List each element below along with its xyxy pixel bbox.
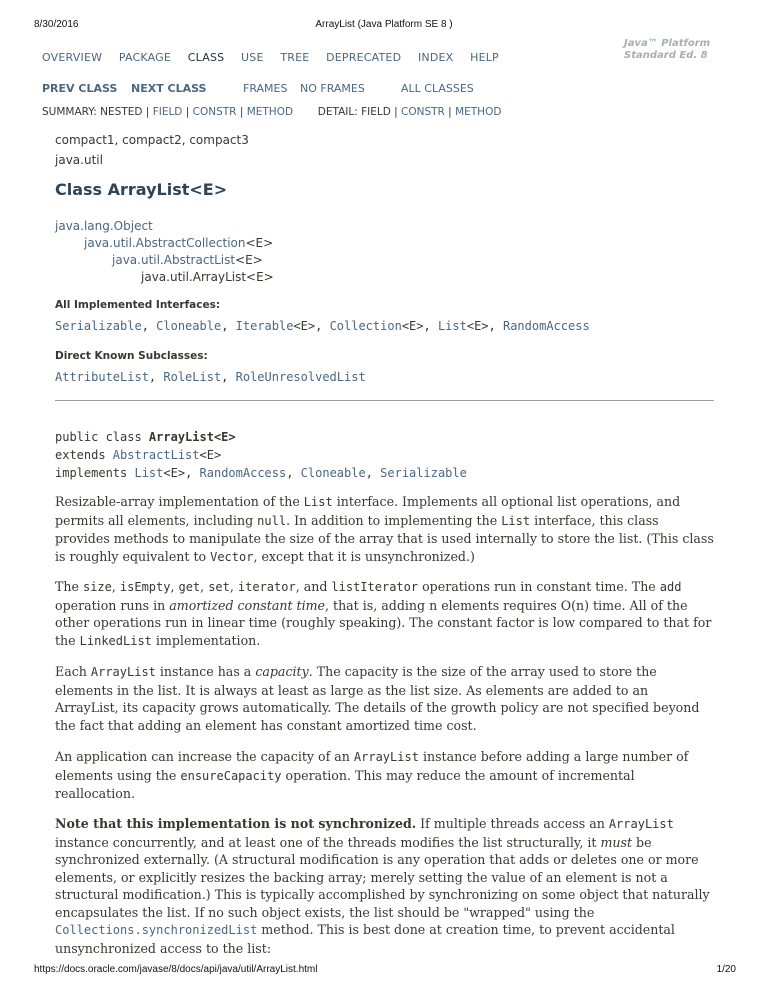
print-url: https://docs.oracle.com/javase/8/docs/api/java/util/ArrayList.html: [34, 964, 318, 975]
decl-serializable-link[interactable]: Serializable: [380, 466, 467, 480]
comma: ,: [221, 370, 236, 384]
decl-extends: extends: [55, 448, 113, 462]
comma: ,: [286, 466, 301, 480]
decl-generic: <E>,: [163, 466, 200, 480]
nav-index[interactable]: INDEX: [417, 51, 454, 64]
print-header: [0, 0, 768, 30]
nav-package[interactable]: PACKAGE: [118, 51, 172, 64]
summary-sep-1: |: [185, 106, 190, 118]
summary-prefix: SUMMARY: NESTED |: [42, 106, 150, 118]
inherit-abstractcollection-link[interactable]: java.util.AbstractCollection: [84, 236, 246, 250]
detail-prefix: DETAIL: FIELD |: [317, 106, 398, 118]
detail-constr-link[interactable]: CONSTR: [401, 106, 445, 118]
interfaces-label: All Implemented Interfaces:: [55, 299, 221, 311]
iface-iterable-link[interactable]: Iterable: [235, 319, 294, 333]
prev-class-link[interactable]: PREV CLASS: [42, 82, 118, 95]
synchronizedlist-link[interactable]: Collections.synchronizedList: [55, 923, 258, 937]
nav-overview[interactable]: OVERVIEW: [42, 51, 103, 64]
summary-field-link[interactable]: FIELD: [152, 106, 183, 118]
next-class-link[interactable]: NEXT CLASS: [131, 82, 207, 95]
subclasses-label: Direct Known Subclasses:: [55, 350, 208, 362]
iface-serializable-link[interactable]: Serializable: [55, 319, 142, 333]
frames-link[interactable]: FRAMES: [243, 82, 288, 95]
about-line-2: Standard Ed. 8: [624, 50, 708, 61]
inheritance-tree: [55, 218, 274, 286]
profiles: compact1, compact2, compact3: [55, 133, 249, 147]
comma: ,: [141, 319, 157, 333]
comma: ,: [148, 370, 164, 384]
iface-randomaccess-link[interactable]: RandomAccess: [502, 319, 590, 333]
package-label: java.util: [55, 153, 103, 167]
description-paragraph-3: Each ArrayList instance has a capacity. The capacity is the size of the array used to store the elements in the list. It is always at least as large as the list size. As elements are added to an ArrayList, its capacity grows automatically. The details of the growth policy are not specified beyond the fact that adding an element has constant amortized time cost.: [55, 664, 700, 733]
generic: <E>,: [293, 319, 330, 333]
about-language: [624, 38, 710, 62]
top-nav-bar: [42, 51, 512, 64]
comma: ,: [365, 466, 381, 480]
iface-collection-link[interactable]: Collection: [329, 319, 402, 333]
summary-constr-link[interactable]: CONSTR: [192, 106, 237, 118]
nav-tree[interactable]: TREE: [280, 51, 310, 64]
decl-randomaccess-link[interactable]: RandomAccess: [199, 466, 287, 480]
iface-list-link[interactable]: List: [437, 319, 467, 333]
class-declaration: [55, 428, 467, 482]
subclass-rolelist-link[interactable]: RoleList: [163, 370, 222, 384]
nav-use[interactable]: USE: [241, 51, 264, 64]
interfaces-list: [55, 319, 590, 333]
print-page-number: 1/20: [716, 964, 736, 975]
print-title: ArrayList (Java Platform SE 8 ): [315, 19, 453, 30]
summary-detail-bar: [42, 106, 501, 118]
nav-help[interactable]: HELP: [470, 51, 499, 64]
detail-sep: |: [448, 106, 452, 118]
inherit-arraylist: java.util.ArrayList<E>: [141, 270, 274, 284]
section-divider: [55, 400, 714, 401]
summary-method-link[interactable]: METHOD: [246, 106, 294, 118]
description-paragraph-2: The size, isEmpty, get, set, iterator, and listIterator operations run in constant time. The add operation runs in amortized constant time, that is, adding n elements requires O(n) time. All of the other operations run in linear time (roughly speaking). The constant factor is low compared to that for the LinkedList implementation.: [55, 579, 712, 648]
print-date: 8/30/2016: [34, 19, 79, 30]
description-paragraph-5: Note that this implementation is not synchronized. If multiple threads access an ArrayList instance concurrently, and at least one of the threads modifies the list structurally, it must be synchronized externally. (A structural modification is any operation that adds or deletes one or more elements, or explicitly resizes the backing array; merely setting the value of an element is not a structural modification.) This is typically accomplished by synchronizing on some object that naturally encapsulates the list. If no such object exists, the list should be "wrapped" using the Collections.synchronizedList method. This is best done at creation time, to prevent accidental unsynchronized access to the list:: [55, 816, 710, 956]
nav-deprecated[interactable]: DEPRECATED: [326, 51, 402, 64]
description-paragraph-1: Resizable-array implementation of the List interface. Implements all optional list operations, and permits all elements, including null. In addition to implementing the List interface, this class provides methods to manipulate the size of the array that is used internally to store the list. (This class is roughly equivalent to Vector, except that it is unsynchronized.): [55, 494, 714, 564]
generic: <E>,: [466, 319, 503, 333]
decl-abstractlist-link[interactable]: AbstractList: [112, 448, 200, 462]
decl-cloneable-link[interactable]: Cloneable: [300, 466, 366, 480]
detail-method-link[interactable]: METHOD: [455, 106, 502, 118]
decl-list-link[interactable]: List: [134, 466, 164, 480]
generic: <E>,: [401, 319, 438, 333]
comma: ,: [221, 319, 236, 333]
nav-class-current: CLASS: [187, 51, 225, 64]
all-classes-link[interactable]: ALL CLASSES: [401, 82, 474, 95]
subclass-roleunresolvedlist-link[interactable]: RoleUnresolvedList: [235, 370, 366, 384]
decl-implements: implements: [55, 466, 135, 480]
inherit-abstractlist-link[interactable]: java.util.AbstractList: [112, 253, 236, 267]
description-paragraph-4: An application can increase the capacity of an ArrayList instance before adding a large number of elements using the ensureCapacity operation. This may reduce the amount of incremental reallocation.: [55, 749, 689, 801]
decl-class-name: ArrayList<E>: [148, 430, 236, 444]
decl-keyword: public class: [55, 430, 149, 444]
inherit-generic-2: <E>: [235, 253, 263, 267]
decl-generic: <E>: [199, 448, 222, 462]
no-frames-link[interactable]: NO FRAMES: [300, 82, 365, 95]
inherit-object-link[interactable]: java.lang.Object: [55, 219, 153, 233]
inherit-generic-1: <E>: [245, 236, 274, 250]
iface-cloneable-link[interactable]: Cloneable: [156, 319, 222, 333]
about-line-1: Java™ Platform: [624, 38, 711, 49]
class-title: Class ArrayList<E>: [55, 180, 228, 199]
subclasses-list: [55, 370, 366, 384]
subclass-attributelist-link[interactable]: AttributeList: [55, 370, 149, 384]
summary-sep-2: |: [239, 106, 244, 118]
